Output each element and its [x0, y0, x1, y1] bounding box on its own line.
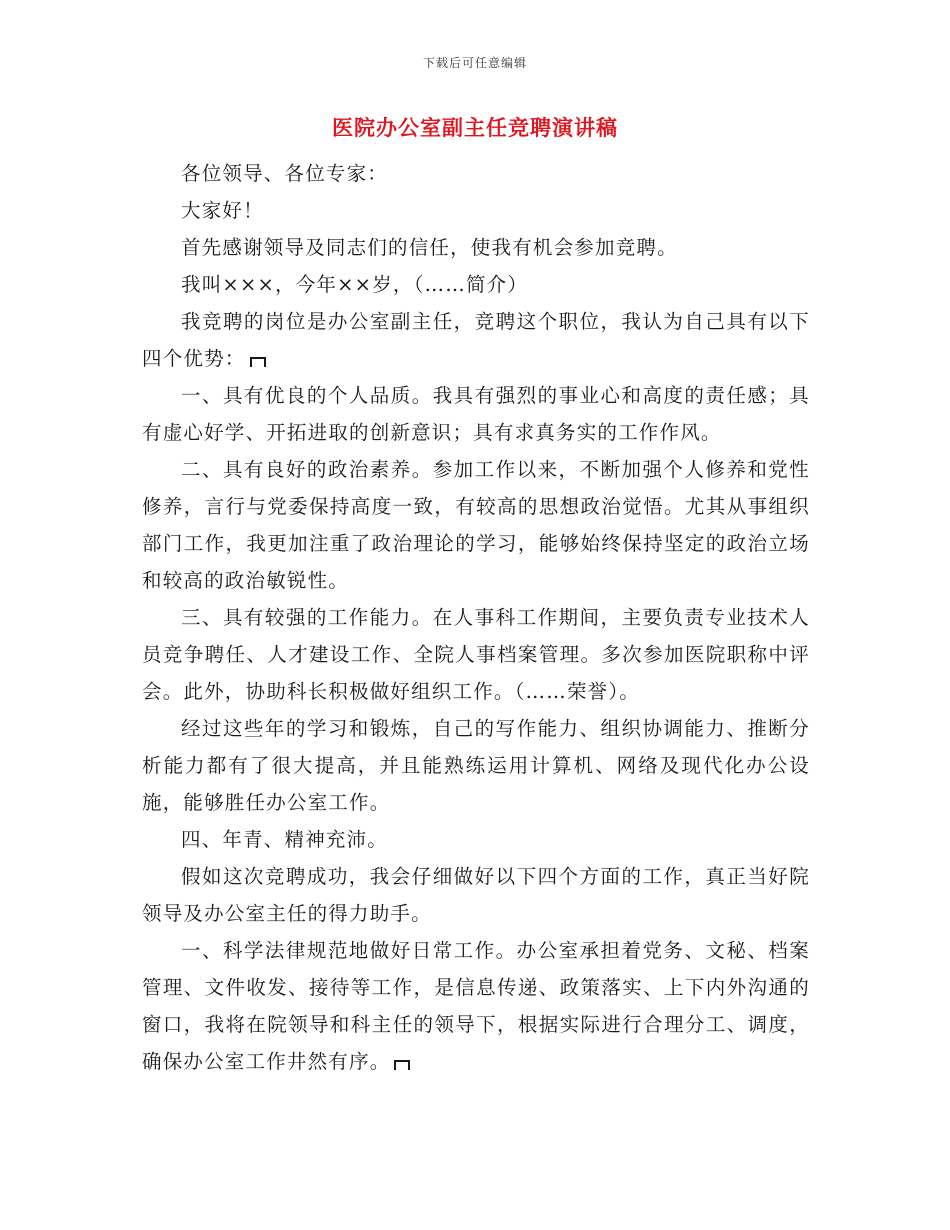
paragraph-plan-1	[142, 932, 810, 1080]
bracket-mark-icon	[394, 1060, 410, 1070]
paragraph-experience: 经过这些年的学习和锻炼，自己的写作能力、组织协调能力、推断分析能力都有了很大提高，并且能熟练运用计算机、网络及现代化办公设施，能够胜任办公室工作。	[142, 717, 810, 814]
paragraph-plan-intro: 假如这次竞聘成功，我会仔细做好以下四个方面的工作，真正当好院领导及办公室主任的得力助手。	[142, 865, 810, 925]
paragraph-position	[142, 303, 810, 377]
salutation: 各位领导、各位专家：	[181, 162, 389, 185]
paragraph-advantage-4: 四、年青、精神充沛。	[181, 828, 389, 851]
paragraph-advantage-1: 一、具有优良的个人品质。我具有强烈的事业心和高度的责任感；具有虚心好学、开拓进取的创新意识；具有求真务实的工作作风。	[142, 384, 810, 444]
paragraph-intro: 我叫×××，今年××岁，（……简介）	[181, 273, 529, 296]
document-body	[142, 155, 810, 1080]
bracket-mark-icon	[250, 357, 266, 367]
document-title: 医院办公室副主任竞聘演讲稿	[332, 115, 618, 140]
paragraph-plan-1-text: 一、科学法律规范地做好日常工作。办公室承担着党务、文秘、档案管理、文件收发、接待等工作，是信息传递、政策落实、上下内外沟通的窗口，我将在院领导和科主任的领导下，根据实际进行合理分工、调度，确保办公室工作井然有序。	[142, 939, 810, 1073]
paragraph-advantage-3: 三、具有较强的工作能力。在人事科工作期间，主要负责专业技术人员竞争聘任、人才建设工作、全院人事档案管理。多次参加医院职称中评会。此外，协助科长积极做好组织工作。（……荣誉）。	[142, 606, 810, 703]
paragraph-advantage-2: 二、具有良好的政治素养。参加工作以来，不断加强个人修养和党性修养，言行与党委保持高度一致，有较高的思想政治觉悟。尤其从事组织部门工作，我更加注重了政治理论的学习，能够始终保持坚定的政治立场和较高的政治敏锐性。	[142, 458, 810, 592]
header-note: 下载后可任意编辑	[422, 56, 527, 70]
greeting: 大家好！	[181, 199, 264, 222]
paragraph-thanks: 首先感谢领导及同志们的信任，使我有机会参加竞聘。	[181, 236, 678, 259]
paragraph-position-text: 我竞聘的岗位是办公室副主任，竞聘这个职位，我认为自己具有以下四个优势：	[142, 310, 810, 370]
